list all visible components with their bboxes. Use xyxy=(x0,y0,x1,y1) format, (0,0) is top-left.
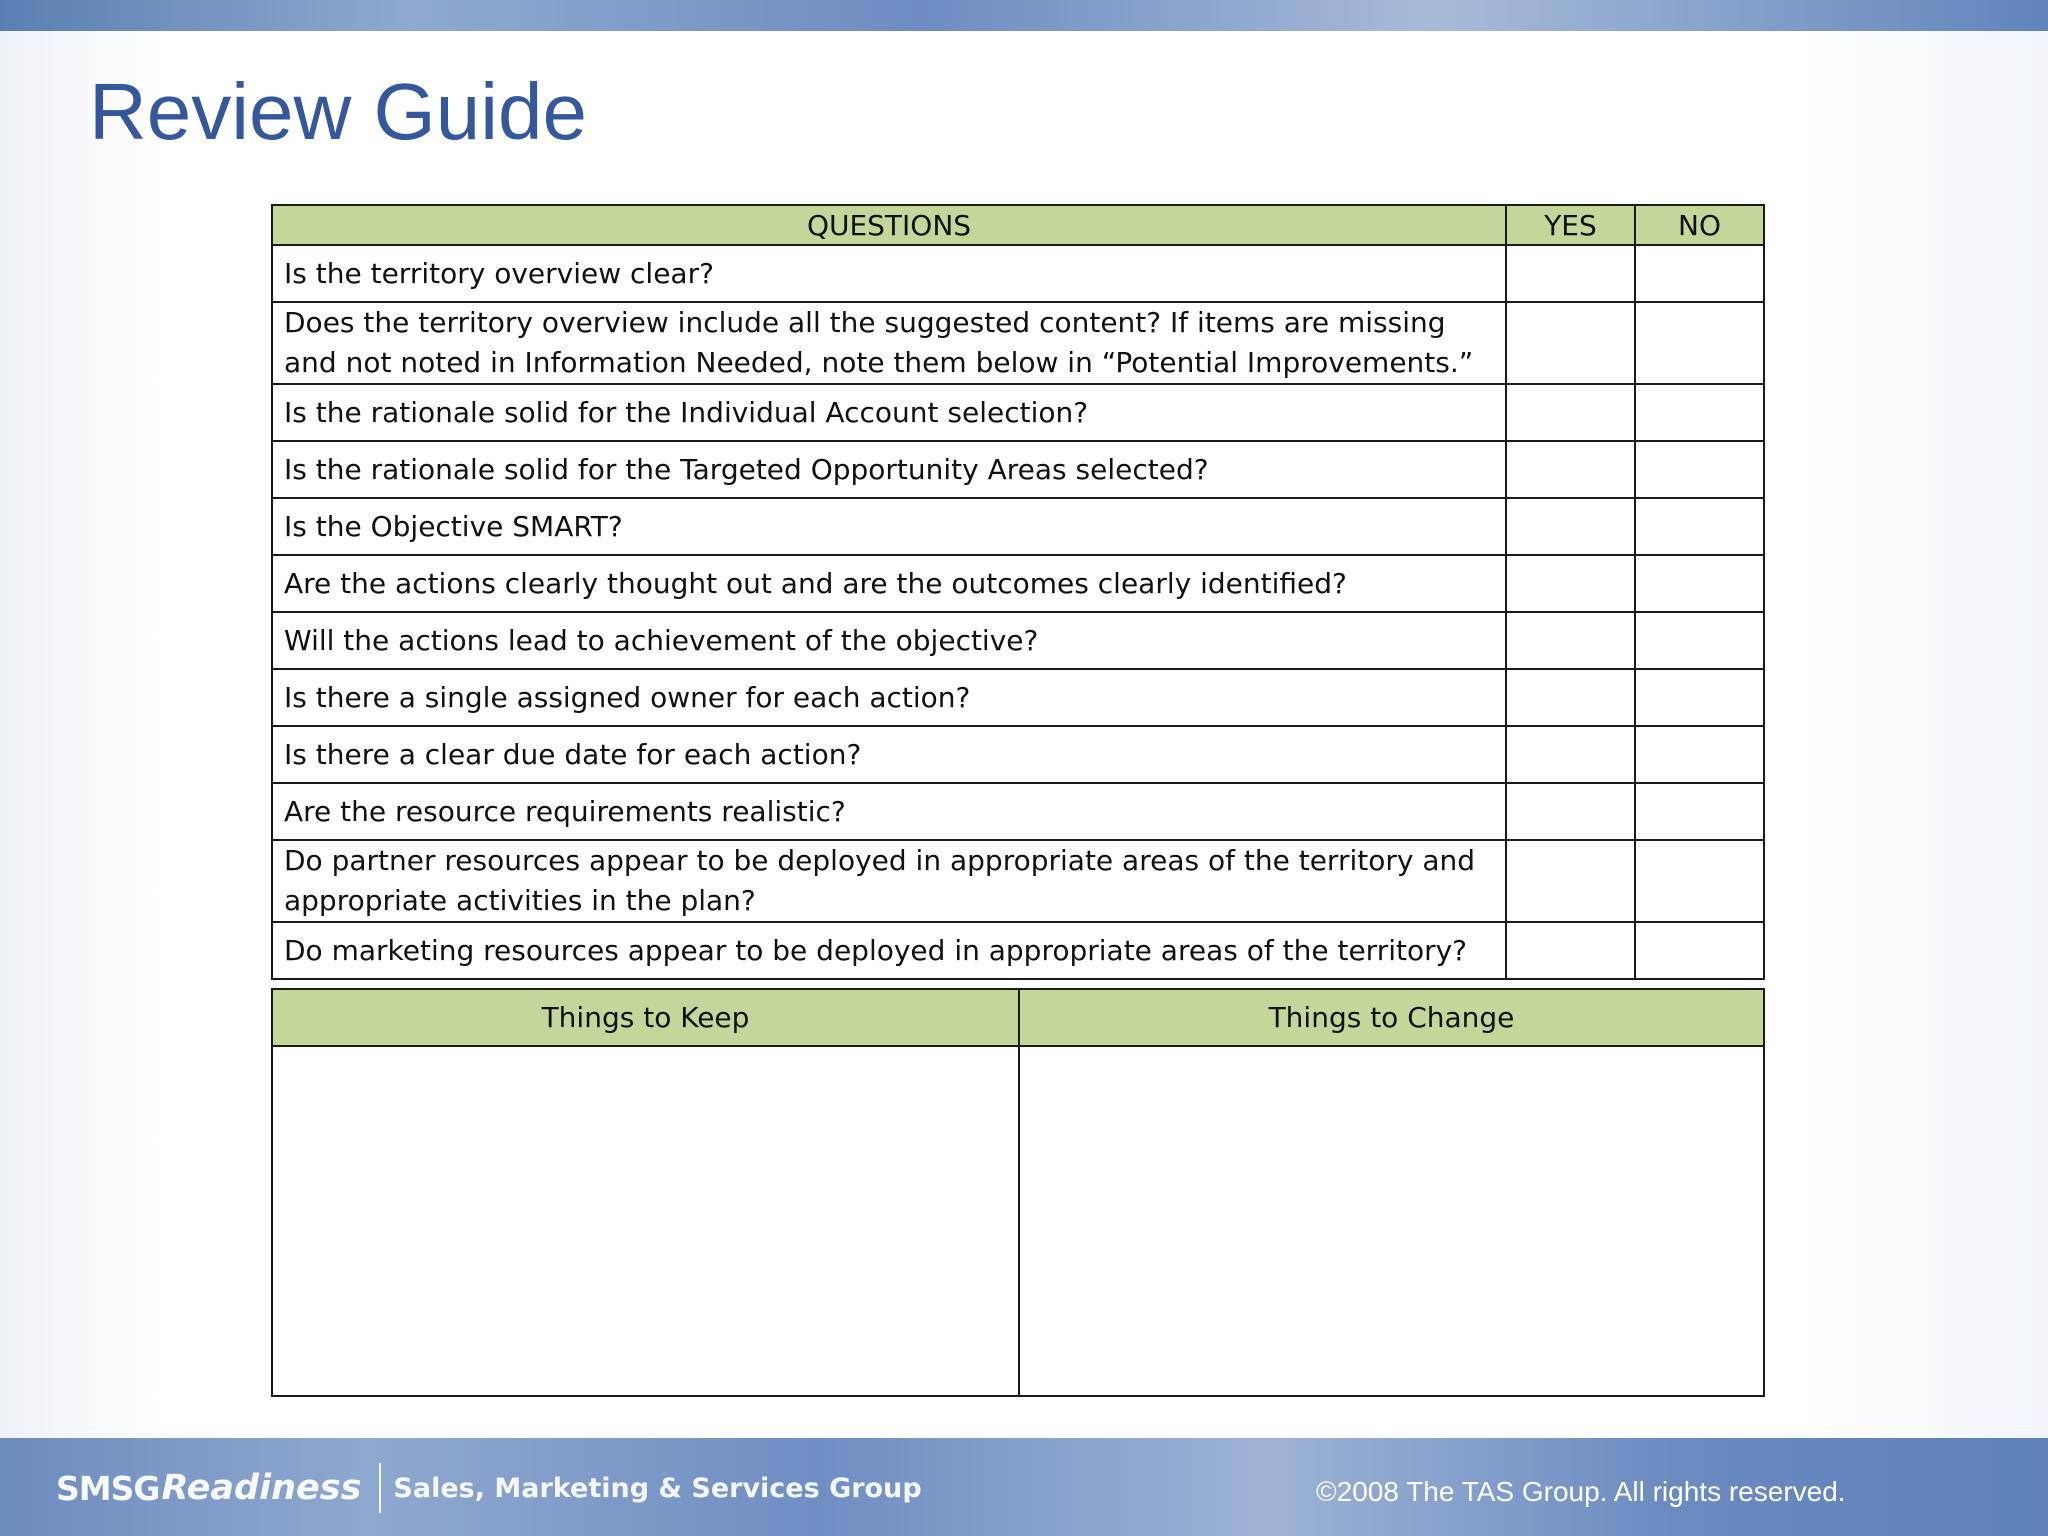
no-cell[interactable] xyxy=(1635,498,1764,555)
question-cell: Will the actions lead to achievement of the objective? xyxy=(272,612,1506,669)
no-cell[interactable] xyxy=(1635,302,1764,384)
yes-cell[interactable] xyxy=(1506,612,1635,669)
yes-cell[interactable] xyxy=(1506,302,1635,384)
feedback-input-row xyxy=(272,1046,1764,1396)
question-cell: Do partner resources appear to be deployed in appropriate areas of the territory and appropriate activities in the plan? xyxy=(272,840,1506,922)
logo-divider xyxy=(379,1463,381,1513)
table-header-row xyxy=(272,205,1764,245)
yes-cell[interactable] xyxy=(1506,840,1635,922)
yes-cell[interactable] xyxy=(1506,555,1635,612)
table-row xyxy=(272,669,1764,726)
no-cell[interactable] xyxy=(1635,669,1764,726)
table-row xyxy=(272,840,1764,922)
table-row xyxy=(272,245,1764,302)
question-cell: Does the territory overview include all the suggested content? If items are missing and not noted in Information Needed, note them below in “Potential Improvements.” xyxy=(272,302,1506,384)
review-table xyxy=(271,204,1765,980)
question-cell: Do marketing resources appear to be deployed in appropriate areas of the territory? xyxy=(272,922,1506,979)
table-row xyxy=(272,726,1764,783)
things-to-keep-header: Things to Keep xyxy=(272,989,1019,1046)
yes-cell[interactable] xyxy=(1506,384,1635,441)
logo-smsg-text: SMSG xyxy=(56,1468,160,1508)
table-row xyxy=(272,555,1764,612)
yes-cell[interactable] xyxy=(1506,245,1635,302)
question-cell: Is there a clear due date for each action? xyxy=(272,726,1506,783)
table-row xyxy=(272,384,1764,441)
top-banner xyxy=(0,0,2048,31)
no-cell[interactable] xyxy=(1635,441,1764,498)
yes-cell[interactable] xyxy=(1506,669,1635,726)
page-title: Review Guide xyxy=(89,67,588,156)
yes-cell[interactable] xyxy=(1506,783,1635,840)
logo-tagline: Sales, Marketing & Services Group xyxy=(393,1472,922,1504)
yes-cell[interactable] xyxy=(1506,726,1635,783)
yes-cell[interactable] xyxy=(1506,498,1635,555)
copyright-notice: ©2008 The TAS Group. All rights reserved. xyxy=(1316,1476,1846,1507)
no-cell[interactable] xyxy=(1635,612,1764,669)
no-cell[interactable] xyxy=(1635,384,1764,441)
table-row xyxy=(272,498,1764,555)
no-header: NO xyxy=(1635,205,1764,245)
table-row xyxy=(272,612,1764,669)
no-cell[interactable] xyxy=(1635,922,1764,979)
feedback-table xyxy=(271,988,1765,1397)
yes-header: YES xyxy=(1506,205,1635,245)
question-cell: Is there a single assigned owner for each action? xyxy=(272,669,1506,726)
table-row xyxy=(272,302,1764,384)
no-cell[interactable] xyxy=(1635,840,1764,922)
things-to-change-box[interactable] xyxy=(1019,1046,1764,1396)
things-to-change-header: Things to Change xyxy=(1019,989,1764,1046)
no-cell[interactable] xyxy=(1635,783,1764,840)
table-row xyxy=(272,783,1764,840)
smsg-readiness-logo xyxy=(56,1463,922,1513)
yes-cell[interactable] xyxy=(1506,922,1635,979)
question-cell: Are the resource requirements realistic? xyxy=(272,783,1506,840)
no-cell[interactable] xyxy=(1635,245,1764,302)
no-cell[interactable] xyxy=(1635,555,1764,612)
logo-readiness-text: Readiness xyxy=(161,1468,362,1508)
things-to-keep-box[interactable] xyxy=(272,1046,1019,1396)
feedback-header-row xyxy=(272,989,1764,1046)
question-cell: Is the Objective SMART? xyxy=(272,498,1506,555)
question-cell: Are the actions clearly thought out and are the outcomes clearly identified? xyxy=(272,555,1506,612)
question-cell: Is the territory overview clear? xyxy=(272,245,1506,302)
no-cell[interactable] xyxy=(1635,726,1764,783)
question-cell: Is the rationale solid for the Targeted Opportunity Areas selected? xyxy=(272,441,1506,498)
table-row xyxy=(272,441,1764,498)
yes-cell[interactable] xyxy=(1506,441,1635,498)
questions-header: QUESTIONS xyxy=(272,205,1506,245)
table-row xyxy=(272,922,1764,979)
question-cell: Is the rationale solid for the Individual Account selection? xyxy=(272,384,1506,441)
